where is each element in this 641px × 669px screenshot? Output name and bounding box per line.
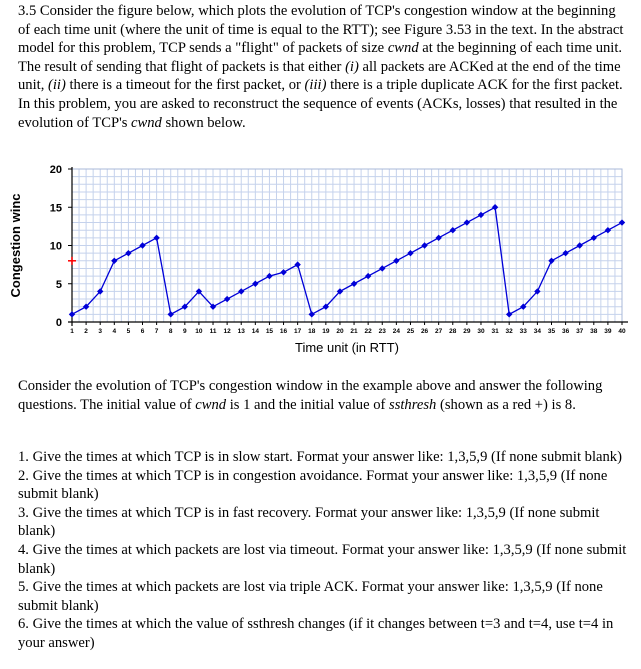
cwnd-point	[407, 250, 413, 256]
intro-text-part: at the beginning of each time unit. The result of sending that flight of packets is that either	[18, 40, 623, 75]
x-tick-label: 36	[561, 328, 570, 335]
cwnd-point	[591, 235, 597, 241]
intro-text-part: there is a timeout for the first packet, or	[65, 77, 305, 94]
x-tick-label: 11	[209, 328, 217, 335]
y-tick-label: 5	[55, 278, 62, 291]
x-tick-label: 21	[350, 328, 358, 335]
intro-text-part: cwnd	[387, 40, 419, 57]
question-item: 6. Give the times at which the value of ssthresh changes (if it changes between t=3 and t=4, use t=4 in your answer)	[18, 616, 614, 651]
x-tick-label: 16	[279, 328, 288, 335]
x-tick-label: 35	[547, 328, 556, 335]
cwnd-point	[168, 311, 174, 317]
cwnd-point	[421, 242, 427, 248]
question-item: 5. Give the times at which packets are lost via triple ACK. Format your answer like: 1,3,5,9 (If none submit blank)	[18, 579, 603, 614]
cwnd-point	[238, 288, 244, 294]
intro-text-part: (i)	[345, 58, 359, 75]
cwnd-point	[111, 258, 117, 264]
x-tick-label: 5	[126, 328, 131, 335]
cwnd-point	[139, 242, 145, 248]
cwnd-point	[506, 311, 512, 317]
question-list	[18, 448, 630, 653]
cwnd-point	[351, 281, 357, 287]
x-tick-label: 28	[449, 328, 457, 335]
x-tick-label: 1	[70, 328, 74, 335]
x-tick-label: 10	[195, 328, 203, 335]
cwnd-point	[435, 235, 441, 241]
cwnd-point	[464, 219, 470, 225]
x-tick-label: 32	[505, 328, 513, 335]
question-item: 4. Give the times at which packets are lost via timeout. Format your answer like: 1,3,5,9 (If none submit blank)	[18, 541, 627, 577]
intro-text-part: (ii)	[48, 77, 66, 94]
intro-text-part: shown below.	[161, 114, 246, 131]
y-tick-label: 20	[49, 164, 62, 176]
problem-intro	[18, 2, 630, 132]
x-tick-label: 9	[183, 328, 187, 335]
x-tick-label: 2	[84, 328, 88, 335]
x-tick-label: 19	[322, 328, 330, 335]
question-item: 2. Give the times at which TCP is in congestion avoidance. Format your answer like: 1,3,5,9 (If none submit blank)	[18, 467, 608, 503]
cwnd-point	[548, 258, 554, 264]
x-tick-label: 34	[533, 328, 542, 335]
cwnd-point	[252, 281, 258, 287]
cwnd-point	[492, 204, 498, 210]
cwnd-chart	[0, 148, 641, 370]
cwnd-point	[224, 296, 230, 302]
cwnd-point	[619, 219, 625, 225]
x-tick-label: 33	[519, 328, 527, 335]
cwnd-point	[294, 261, 300, 267]
consider-text-part: is 1 and the initial value of	[226, 396, 390, 413]
x-tick-label: 6	[140, 328, 145, 335]
cwnd-point	[69, 311, 75, 317]
x-tick-label: 37	[576, 328, 584, 335]
x-tick-label: 31	[491, 328, 499, 335]
x-tick-label: 4	[112, 328, 117, 335]
x-tick-label: 27	[435, 328, 443, 335]
x-tick-label: 13	[237, 328, 245, 335]
consider-text-part: ssthresh	[389, 396, 437, 413]
x-tick-label: 7	[154, 328, 159, 335]
consider-text-part: Consider the evolution of TCP's congestion window in the example above and answer the following questions. The initial value of	[18, 378, 603, 413]
x-tick-label: 30	[477, 328, 485, 335]
chart-grid	[72, 169, 622, 322]
x-tick-label: 14	[251, 328, 259, 335]
y-axis-label: Congestion winc	[8, 193, 23, 298]
consider-text-part: (shown as a red +) is 8.	[436, 396, 576, 413]
cwnd-point	[309, 311, 315, 317]
intro-text-part: 3.5 Consider the figure below, which plots the evolution of TCP's congestion window at the beginning of each time unit (where the unit of time is equal to the RTT); see Figure 3.53 in the text. In the abstract model for this problem, TCP sends a "flight" of packets of size	[18, 3, 624, 57]
cwnd-point	[125, 250, 131, 256]
x-tick-label: 18	[308, 328, 316, 335]
x-tick-label: 39	[604, 328, 612, 335]
cwnd-point	[379, 265, 385, 271]
cwnd-point	[153, 235, 159, 241]
cwnd-point	[576, 242, 582, 248]
x-tick-label: 25	[406, 328, 415, 335]
cwnd-point	[478, 212, 484, 218]
x-tick-label: 29	[463, 328, 471, 335]
x-tick-label: 23	[378, 328, 386, 335]
x-tick-label: 20	[336, 328, 344, 335]
x-tick-label: 24	[392, 328, 400, 335]
question-item: 1. Give the times at which TCP is in slow start. Format your answer like: 1,3,5,9 (If none submit blank)	[18, 449, 622, 465]
cwnd-point	[280, 269, 286, 275]
cwnd-point	[365, 273, 371, 279]
cwnd-point	[562, 250, 568, 256]
x-axis-label: Time unit (in RTT)	[294, 340, 400, 355]
consider-text-part: cwnd	[195, 396, 227, 413]
intro-text-part: all packets are ACKed at the end of the time unit,	[18, 58, 621, 94]
y-tick-label: 15	[49, 202, 62, 215]
x-tick-label: 8	[168, 328, 173, 335]
intro-text-part: cwnd	[131, 114, 162, 131]
x-tick-label: 40	[618, 328, 626, 335]
x-tick-label: 26	[420, 328, 429, 335]
x-tick-label: 22	[364, 328, 372, 335]
x-tick-label: 17	[294, 328, 302, 335]
cwnd-point	[605, 227, 611, 233]
question-item: 3. Give the times at which TCP is in fast recovery. Format your answer like: 1,3,5,9 (If none submit blank)	[18, 504, 600, 540]
y-tick-label: 0	[55, 317, 62, 329]
intro-text-part: (iii)	[304, 77, 327, 94]
cwnd-point	[266, 273, 272, 279]
consider-paragraph	[18, 377, 630, 414]
x-tick-label: 3	[98, 328, 103, 335]
y-tick-label: 10	[49, 240, 62, 253]
cwnd-chart-svg	[0, 148, 641, 370]
cwnd-point	[450, 227, 456, 233]
x-tick-label: 12	[223, 328, 231, 335]
cwnd-point	[393, 258, 399, 264]
x-tick-label: 38	[590, 328, 598, 335]
intro-text-part: there is a triple duplicate ACK for the first packet. In this problem, you are asked to reconstruct the sequence of events (ACKs, losses) that resulted in the evolution of TCP's	[18, 77, 623, 131]
x-tick-label: 15	[265, 328, 274, 335]
